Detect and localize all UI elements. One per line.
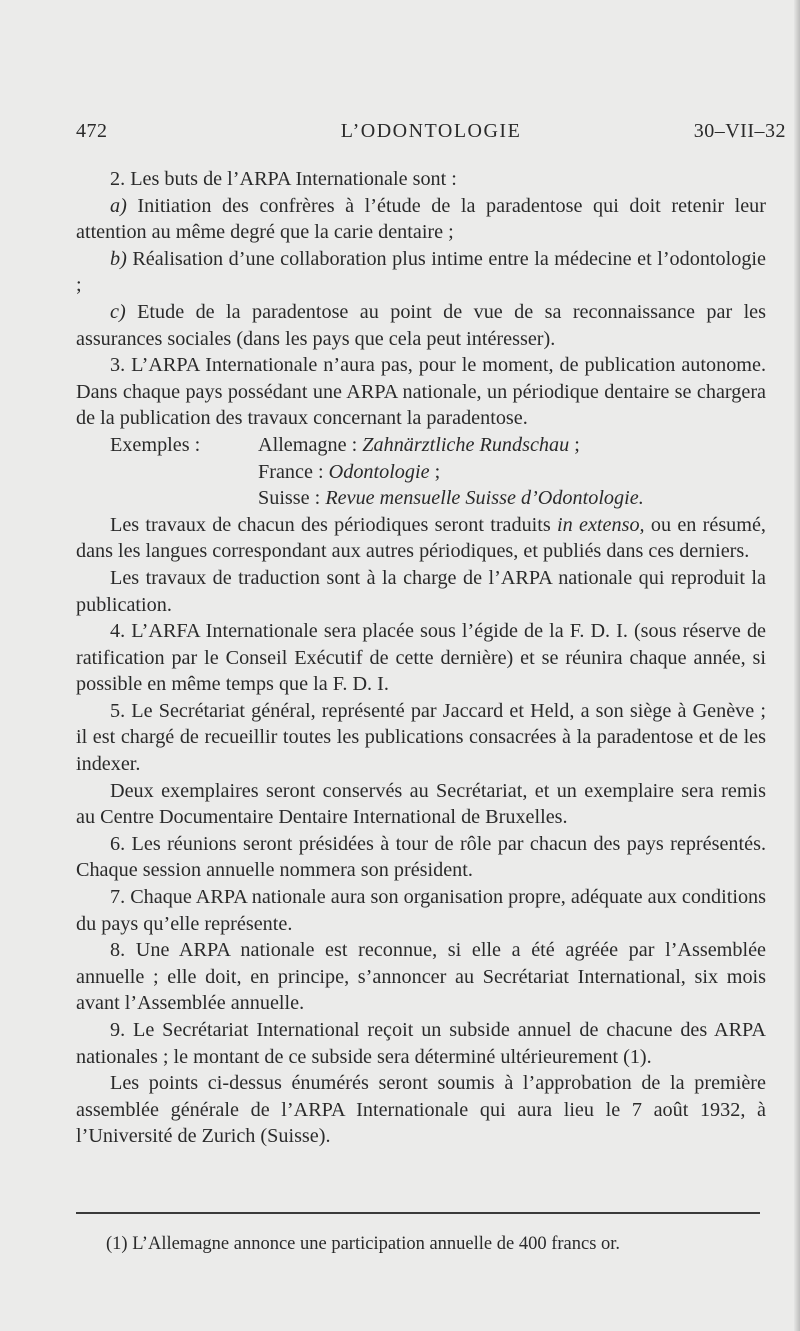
example-country: Suisse : (258, 487, 321, 510)
paragraph-2-intro: 2. Les buts de l’ARPA Internationale sont : (110, 168, 457, 190)
list-marker-b: b) (110, 247, 127, 270)
example-journal: Revue mensuelle Suisse d’Odontologie. (325, 487, 644, 510)
paragraph-4: 4. L’ARFA Internationale sera placée sous l’égide de la F. D. I. (sous réserve de ratification par le Conseil Exécutif de cette dernière) et se réunira chaque année, si possible en même temps que la F. D. I. (76, 620, 766, 696)
paragraph-5: 5. Le Secrétariat général, représenté par Jaccard et Held, a son siège à Genève ; il est chargé de recueillir toutes les publications consacrées à la paradentose et de les indexer. (76, 699, 766, 776)
footnote-rule (76, 1212, 760, 1214)
page-header (76, 120, 786, 150)
translations-text-a: Les travaux de chacun des périodiques seront traduits (110, 513, 558, 536)
translations-text-b: ou en résumé, dans les langues correspondant aux autres périodiques, et publiés dans ces derniers. (76, 513, 766, 563)
issue-date: 30–VII–32 (693, 120, 786, 142)
paragraph-2a (76, 193, 766, 246)
paragraph-2c-text: Etude de la paradentose au point de vue de sa reconnaissance par les assurances sociales (dans les pays que cela peut intéresser). (76, 300, 766, 350)
translations-italic: in extenso, (557, 513, 645, 536)
example-row (76, 485, 766, 512)
list-marker-a: a) (110, 194, 127, 217)
paragraph-final: Les points ci-dessus énumérés seront soumis à l’approbation de la première assemblée générale de l’ARPA Internationale qui aura lieu le 7 août 1932, à l’Université de Zurich (Suisse). (76, 1072, 766, 1148)
page-edge-shadow (794, 0, 800, 1331)
example-journal: Odontologie (328, 460, 430, 483)
paragraph-translation-charge: Les travaux de traduction sont à la charge de l’ARPA nationale qui reproduit la publication. (76, 566, 766, 616)
example-end: ; (429, 460, 441, 483)
paragraph-3: 3. L’ARPA Internationale n’aura pas, pour le moment, de publication autonome. Dans chaque pays possédant une ARPA nationale, un périodique dentaire se chargera de la publication des travaux concernant la paradentose. (76, 354, 766, 430)
list-marker-c: c) (110, 300, 126, 323)
paragraph-2b-text: Réalisation d’une collaboration plus intime entre la médecine et l’odontologie ; (76, 247, 766, 297)
examples-label: Exemples : (110, 433, 201, 456)
body-text (76, 166, 766, 1150)
paragraph-2b (76, 246, 766, 299)
example-end: ; (569, 433, 580, 456)
paragraph-9: 9. Le Secrétariat International reçoit un subside annuel de chacune des ARPA nationales ; le montant de ce subside sera déterminé ultérieurement (1). (76, 1019, 766, 1068)
paragraph-5b: Deux exemplaires seront conservés au Secrétariat, et un exemplaire sera remis au Centre Documentaire Dentaire International de Bruxelles. (76, 779, 766, 829)
footnote: (1) L’Allemagne annonce une participation annuelle de 400 francs or. (106, 1234, 621, 1254)
paragraph-8: 8. Une ARPA nationale est reconnue, si elle a été agréée par l’Assemblée annuelle ; elle doit, en principe, s’annoncer au Secrétariat International, six mois avant l’Assemblée annuelle. (76, 939, 766, 1015)
examples-block (76, 432, 766, 512)
paragraph-6: 6. Les réunions seront présidées à tour de rôle par chacun des pays représentés. Chaque session annuelle nommera son président. (76, 832, 766, 882)
page-number: 472 (76, 120, 108, 142)
example-country: Allemagne : (258, 433, 358, 456)
running-title: L’ODONTOLOGIE (340, 120, 522, 142)
paragraph-2c (76, 299, 766, 352)
example-row (76, 459, 766, 486)
paragraph-2a-text: Initiation des confrères à l’étude de la paradentose qui doit retenir leur attention au même degré que la carie dentaire ; (76, 194, 766, 244)
example-country: France : (258, 460, 324, 483)
paragraph-translations (76, 512, 766, 565)
example-row (76, 432, 766, 459)
paragraph-7: 7. Chaque ARPA nationale aura son organisation propre, adéquate aux conditions du pays qu’elle représente. (76, 886, 766, 935)
example-journal: Zahnärztliche Rundschau (362, 433, 570, 456)
